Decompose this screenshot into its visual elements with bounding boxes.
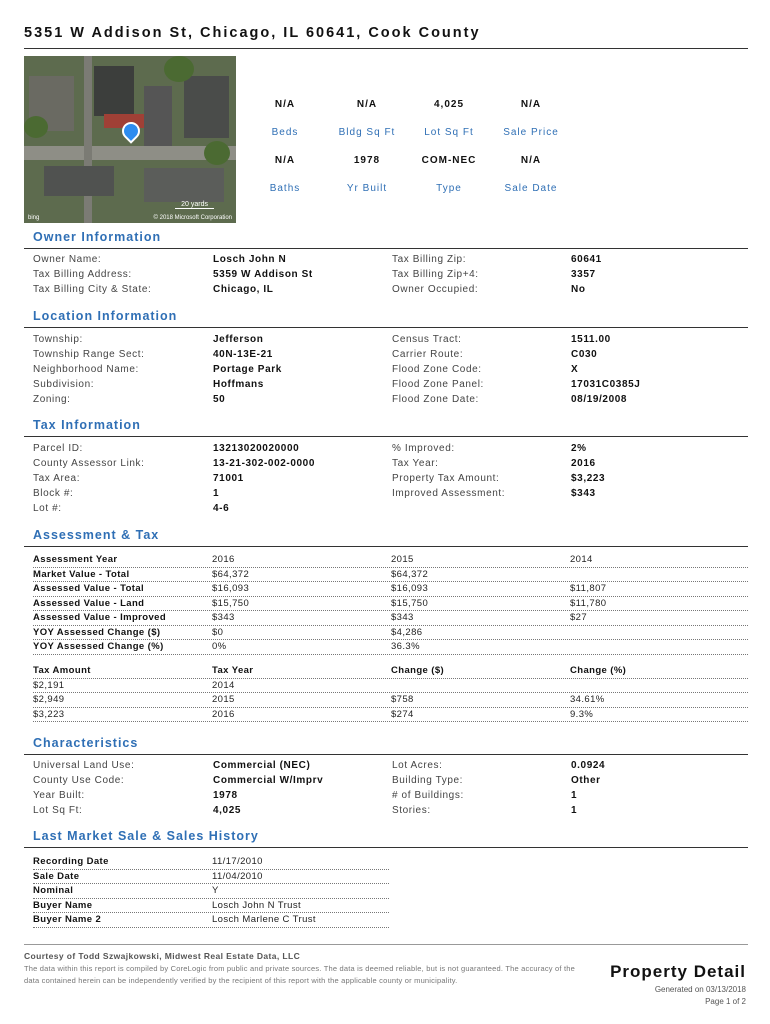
page-title: 5351 W Addison St, Chicago, IL 60641, Cook County: [24, 25, 481, 41]
owner-section-heading: Owner Information: [33, 230, 162, 244]
owner-divider: [24, 248, 748, 249]
table-header-row: Tax Amount Tax Year Change ($) Change (%): [33, 664, 748, 679]
assessment-divider: [24, 546, 748, 547]
table-row: Assessed Value - Improved $343 $343 $27: [33, 611, 748, 626]
generated-info: [655, 984, 746, 1008]
owner-left-labels: Owner Name: Tax Billing Address: Tax Billing City & State:: [33, 254, 152, 295]
location-right-values: 1511.00 C030 X 17031C0385J 08/19/2008: [571, 334, 641, 405]
beds-value: N/A: [274, 98, 296, 110]
map-brand: bing: [28, 215, 40, 221]
report-title: Property Detail: [610, 962, 746, 981]
aerial-map: [24, 56, 236, 223]
location-left-labels: Township: Township Range Sect: Neighborhood Name: Subdivision: Zoning:: [33, 334, 145, 405]
title-divider: [24, 48, 748, 49]
map-copyright: © 2018 Microsoft Corporation: [153, 215, 232, 221]
sale-price-value: N/A: [520, 98, 542, 110]
courtesy-text: Courtesy of Todd Szwajkowski, Midwest Real Estate Data, LLC: [24, 951, 301, 961]
map-scale: 20 yards: [175, 201, 214, 209]
disclaimer-text: The data within this report is compiled by CoreLogic from public and private sources. The data is deemed reliable, but is not guaranteed. The accuracy of the data contained herein can be independently verified by the recipient of this report with the applicable county or municipality.: [24, 964, 575, 985]
table-row: YOY Assessed Change ($) $0 $4,286: [33, 626, 748, 641]
location-divider: [24, 327, 748, 328]
location-section-heading: Location Information: [33, 309, 178, 323]
bldg-sqft-value: N/A: [356, 98, 378, 110]
assessment-section-heading: Assessment & Tax: [33, 528, 160, 542]
table-row: Buyer Name Losch John N Trust: [33, 899, 389, 914]
table-row: Assessment Year 2016 2015 2014: [33, 553, 748, 568]
table-row: Assessed Value - Total $16,093 $16,093 $11,807: [33, 582, 748, 597]
table-row: $3,223 2016 $274 9.3%: [33, 708, 748, 723]
tax-section-heading: Tax Information: [33, 418, 141, 432]
year-built-value: 1978: [353, 154, 381, 166]
table-row: Recording Date 11/17/2010: [33, 855, 389, 870]
table-row: YOY Assessed Change (%) 0% 36.3%: [33, 640, 748, 655]
type-value: COM-NEC: [421, 154, 477, 166]
baths-label: Baths: [269, 182, 301, 194]
characteristics-right-values: 0.0924 Other 1 1: [571, 760, 606, 816]
table-row: $2,191 2014: [33, 679, 748, 694]
year-built-label: Yr Built: [346, 182, 388, 194]
table-row: Assessed Value - Land $15,750 $15,750 $11,780: [33, 597, 748, 612]
location-left-values: Jefferson 40N-13E-21 Portage Park Hoffmans 50: [213, 334, 282, 405]
sales-divider: [24, 847, 748, 848]
characteristics-section-heading: Characteristics: [33, 736, 139, 750]
owner-right-labels: Tax Billing Zip: Tax Billing Zip+4: Owner Occupied:: [392, 254, 479, 295]
bldg-sqft-label: Bldg Sq Ft: [338, 126, 396, 138]
assessment-table: [33, 553, 748, 655]
table-row: Nominal Y: [33, 884, 389, 899]
characteristics-divider: [24, 754, 748, 755]
table-row: $2,949 2015 $758 34.61%: [33, 693, 748, 708]
tax-left-values: 13213020020000 13-21-302-002-0000 71001 1 4-6: [213, 443, 315, 514]
baths-value: N/A: [274, 154, 296, 166]
summary-stats: [244, 90, 584, 202]
sales-history-table: [33, 855, 389, 928]
lot-sqft-label: Lot Sq Ft: [424, 126, 474, 138]
tax-history-table: [33, 664, 748, 722]
sales-section-heading: Last Market Sale & Sales History: [33, 829, 259, 843]
generated-date: Generated on 03/13/2018: [654, 985, 746, 994]
tax-right-values: 2% 2016 $3,223 $343: [571, 443, 606, 499]
characteristics-left-values: Commercial (NEC) Commercial W/Imprv 1978 4,025: [213, 760, 324, 816]
tax-left-labels: Parcel ID: County Assessor Link: Tax Area: Block #: Lot #:: [33, 443, 145, 514]
characteristics-right-labels: Lot Acres: Building Type: # of Buildings: Stories:: [392, 760, 464, 816]
table-row: Market Value - Total $64,372 $64,372: [33, 568, 748, 583]
tax-right-labels: % Improved: Tax Year: Property Tax Amount: Improved Assessment:: [392, 443, 506, 499]
characteristics-left-labels: Universal Land Use: County Use Code: Year Built: Lot Sq Ft:: [33, 760, 135, 816]
location-right-labels: Census Tract: Carrier Route: Flood Zone Code: Flood Zone Panel: Flood Zone Date:: [392, 334, 484, 405]
owner-right-values: 60641 3357 No: [571, 254, 602, 295]
table-row: Buyer Name 2 Losch Marlene C Trust: [33, 913, 389, 928]
sale-date-value: N/A: [520, 154, 542, 166]
sale-price-label: Sale Price: [503, 126, 559, 138]
table-row: Sale Date 11/04/2010: [33, 870, 389, 885]
tax-divider: [24, 436, 748, 437]
lot-sqft-value: 4,025: [433, 98, 465, 110]
type-label: Type: [436, 182, 462, 194]
footer-divider: [24, 944, 748, 945]
beds-label: Beds: [271, 126, 299, 138]
owner-left-values: Losch John N 5359 W Addison St Chicago, IL: [213, 254, 313, 295]
sale-date-label: Sale Date: [504, 182, 558, 194]
page-number: Page 1 of 2: [705, 997, 746, 1006]
